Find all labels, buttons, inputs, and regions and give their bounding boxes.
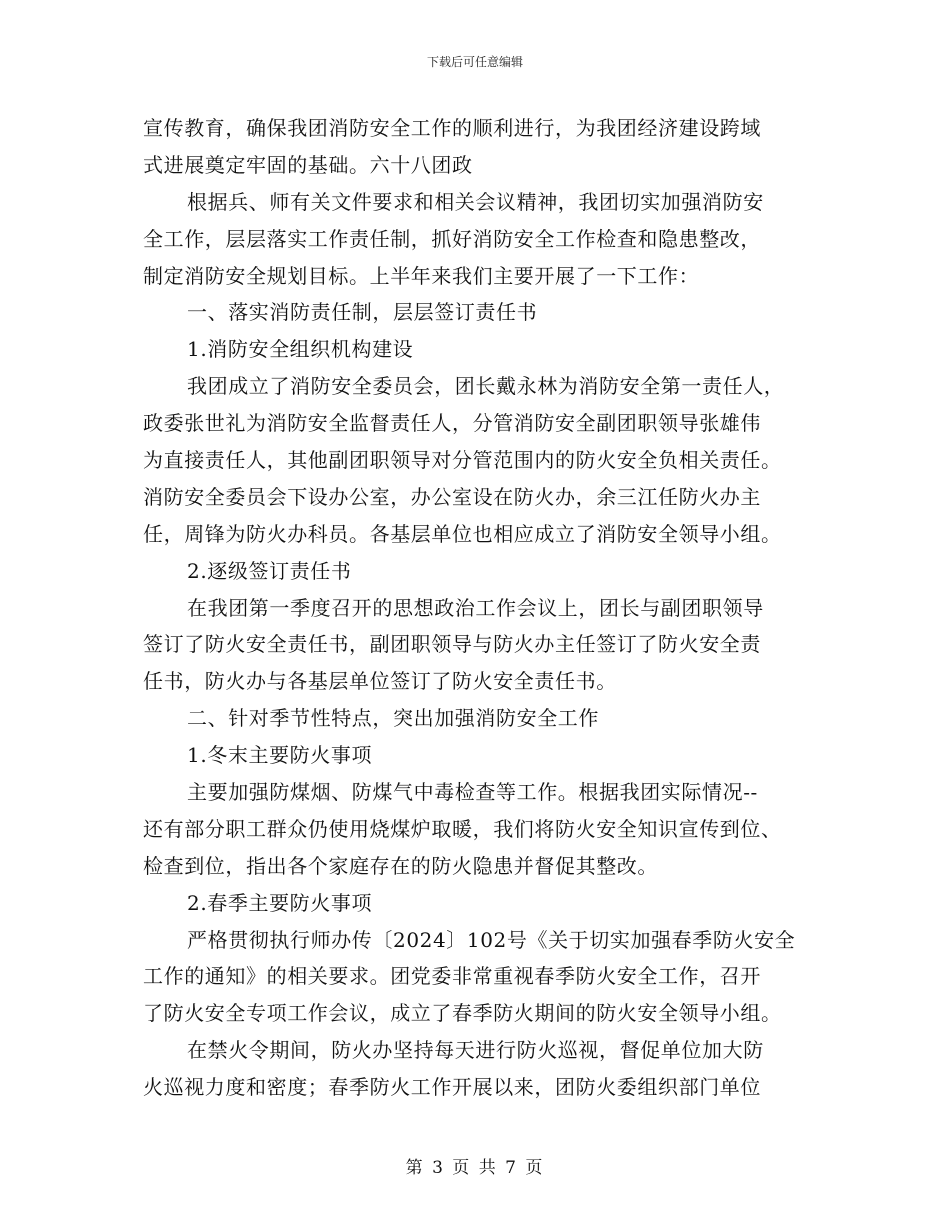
page-number-footer: 第 3 页 共 7 页	[405, 1158, 545, 1178]
document-body	[143, 110, 823, 1106]
text-line: 签订了防火安全责任书，副团职领导与防火办主任签订了防火安全责	[143, 632, 761, 657]
text-line: 了防火安全专项工作会议，成立了春季防火期间的防火安全领导小组。	[143, 1001, 782, 1026]
subsection-heading: 1.消防安全组织机构建设	[187, 337, 414, 362]
paragraph-start-line: 在禁火令期间，防火办坚持每天进行防火巡视，督促单位加大防	[187, 1038, 764, 1063]
section-heading: 二、针对季节性特点，突出加强消防安全工作	[187, 706, 599, 731]
page-header-note: 下载后可任意编辑	[426, 55, 523, 69]
text-line: 宣传教育，确保我团消防安全工作的顺利进行，为我团经济建设跨域	[143, 116, 761, 140]
text-line: 检查到位，指出各个家庭存在的防火隐患并督促其整改。	[143, 853, 658, 878]
text-line: 消防安全委员会下设办公室，办公室设在防火办，余三江任防火办主	[143, 484, 761, 509]
text-line: 式进展奠定牢固的基础。六十八团政	[143, 152, 473, 177]
paragraph-start-line: 严格贯彻执行师办传〔2024〕102号《关于切实加强春季防火安全	[187, 927, 796, 952]
paragraph-start-line: 在我团第一季度召开的思想政治工作会议上，团长与副团职领导	[187, 595, 764, 620]
text-line: 政委张世礼为消防安全监督责任人，分管消防安全副团职领导张雄伟	[143, 411, 761, 436]
text-line: 为直接责任人，其他副团职领导对分管范围内的防火安全负相关责任。	[143, 448, 782, 473]
text-line: 还有部分职工群众仍使用烧煤炉取暖，我们将防火安全知识宣传到位、	[143, 816, 782, 841]
text-line: 制定消防安全规划目标。上半年来我们主要开展了一下工作：	[143, 263, 700, 288]
paragraph-start-line: 主要加强防煤烟、防煤气中毒检查等工作。根据我团实际情况--	[187, 780, 758, 805]
text-line: 全工作，层层落实工作责任制，抓好消防安全工作检查和隐患整改，	[143, 226, 761, 251]
text-line: 任书，防火办与各基层单位签订了防火安全责任书。	[143, 669, 617, 694]
subsection-heading: 1.冬末主要防火事项	[187, 743, 373, 768]
subsection-heading: 2.春季主要防火事项	[187, 890, 373, 915]
subsection-heading: 2.逐级签订责任书	[187, 558, 352, 583]
text-line: 火巡视力度和密度；春季防火工作开展以来，团防火委组织部门单位	[143, 1075, 761, 1100]
text-line: 工作的通知》的相关要求。团党委非常重视春季防火安全工作，召开	[143, 964, 761, 989]
paragraph-start-line: 根据兵、师有关文件要求和相关会议精神，我团切实加强消防安	[187, 189, 764, 214]
section-heading: 一、落实消防责任制，层层签订责任书	[187, 300, 538, 325]
text-line: 任，周锋为防火办科员。各基层单位也相应成立了消防安全领导小组。	[143, 521, 782, 546]
paragraph-start-line: 我团成立了消防安全委员会，团长戴永林为消防安全第一责任人，	[187, 374, 785, 399]
